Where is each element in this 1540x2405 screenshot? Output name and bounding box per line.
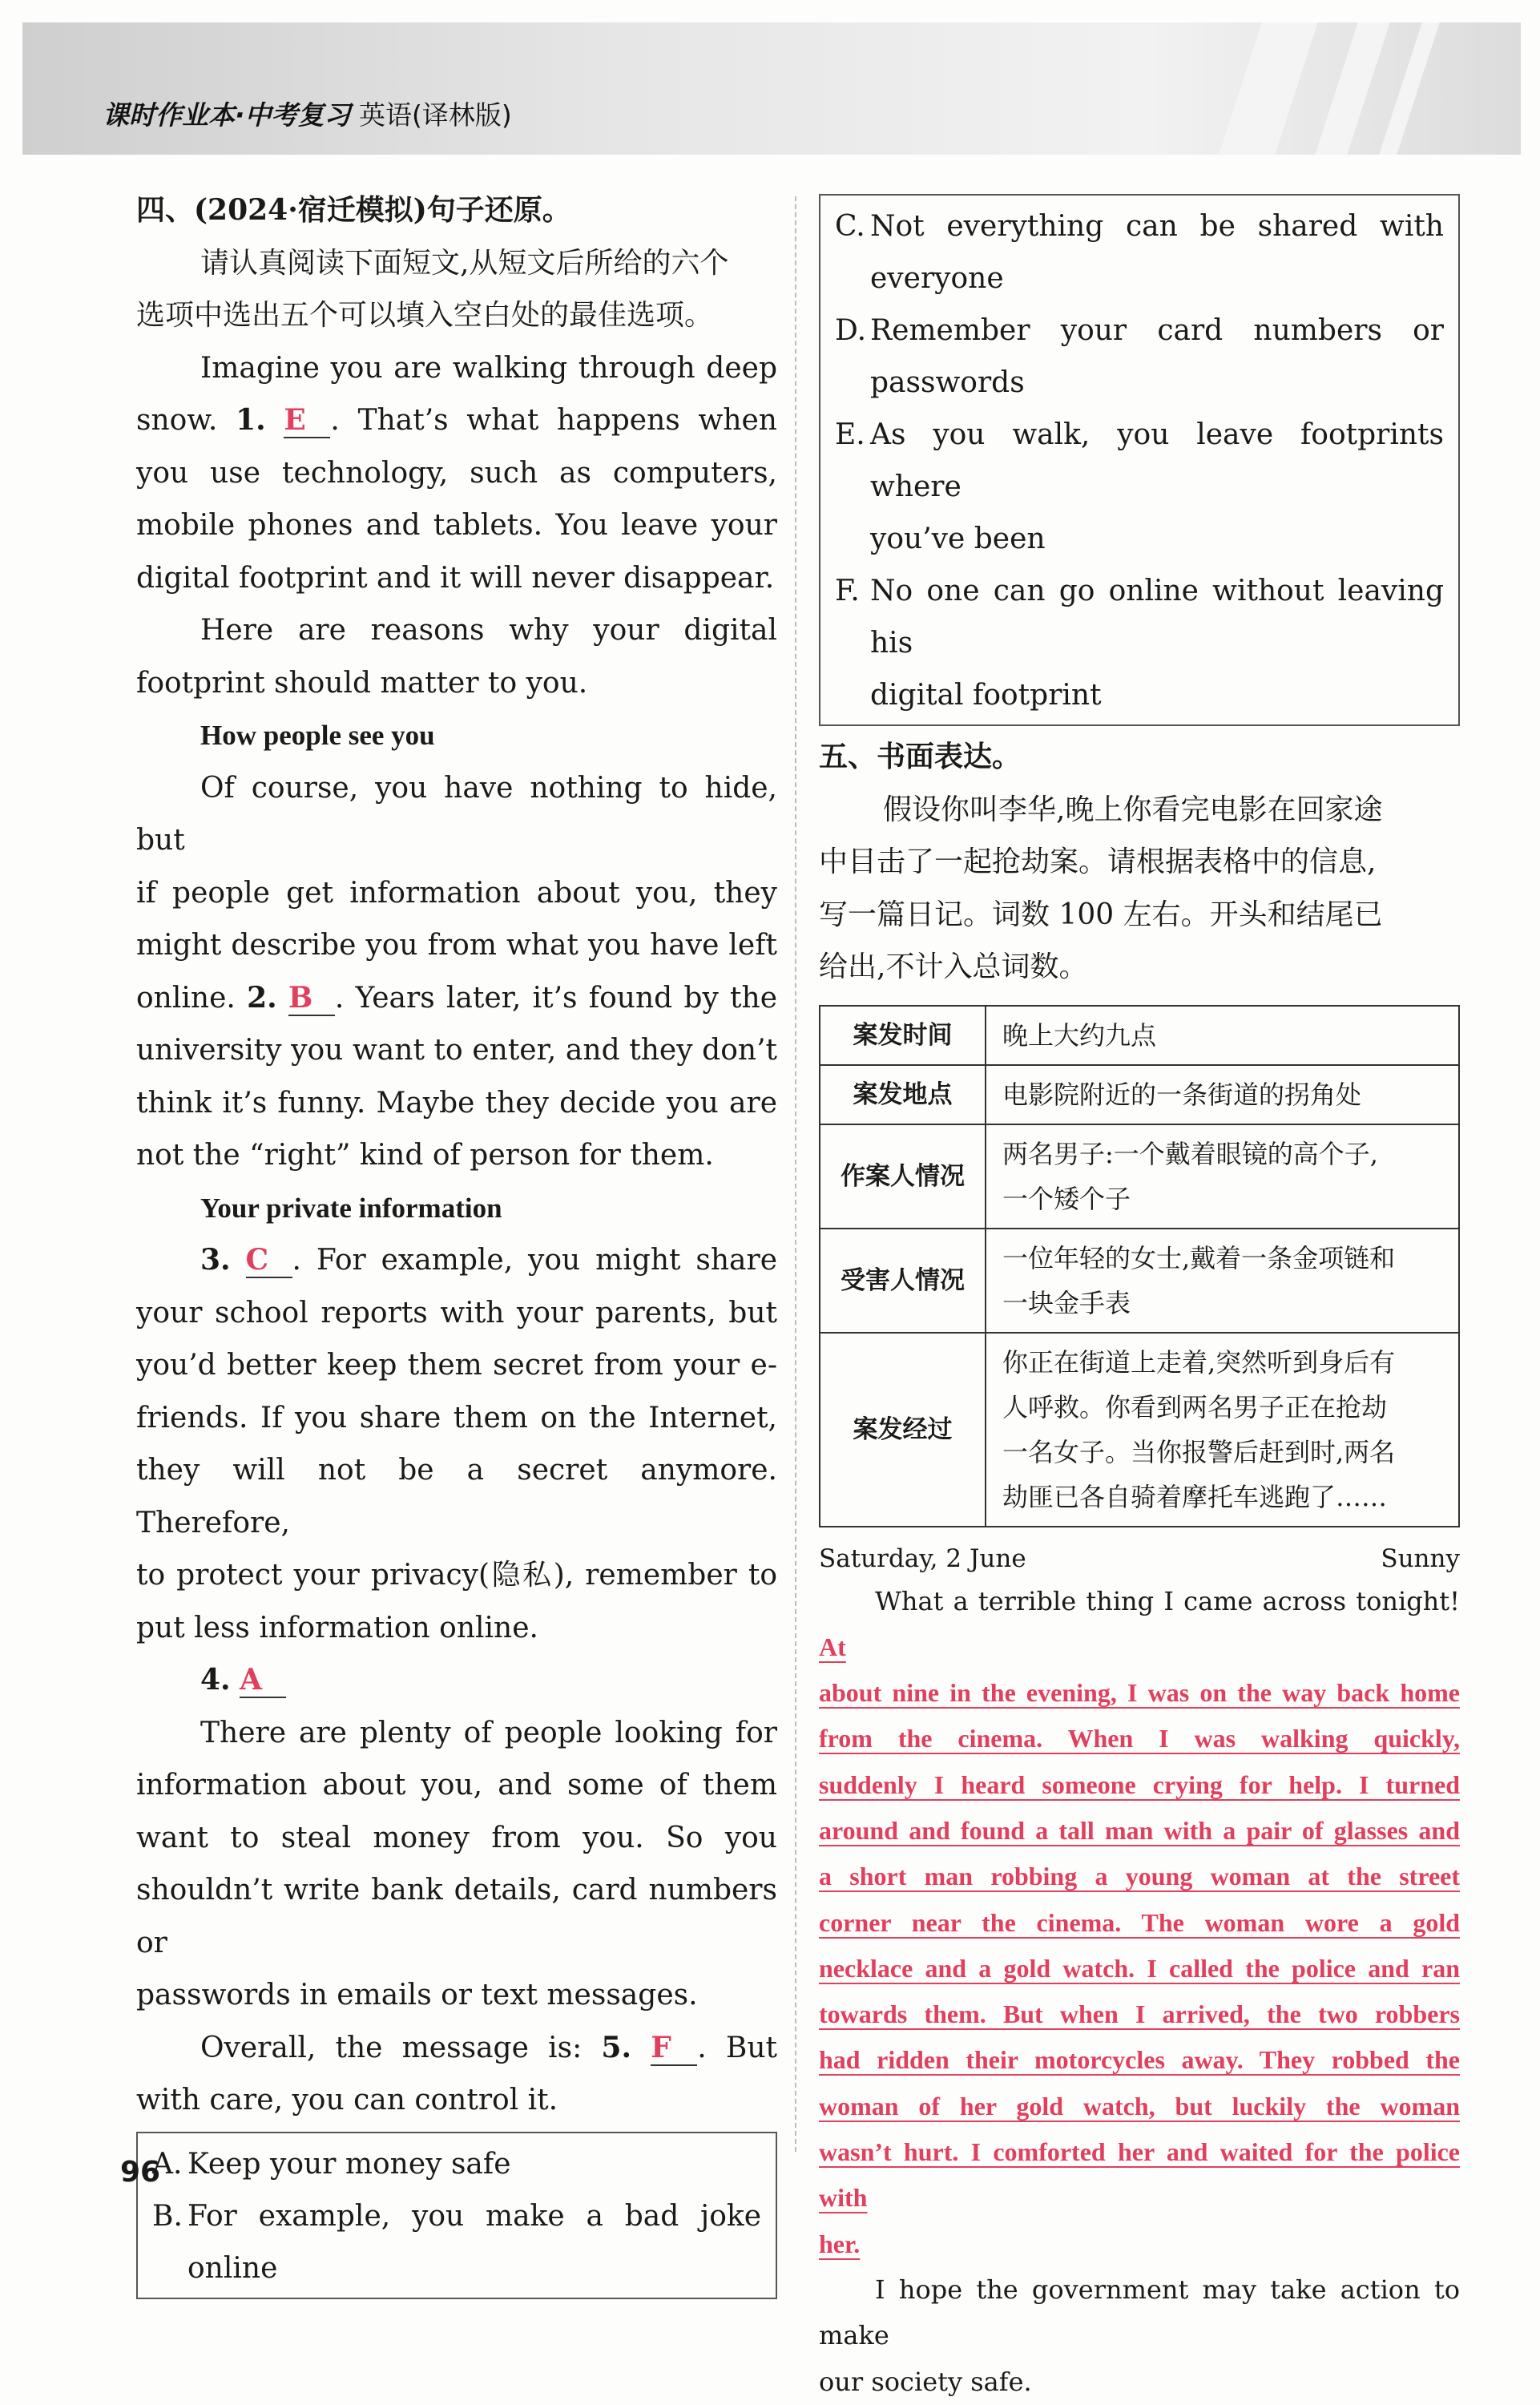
- table-key: 案发经过: [820, 1333, 986, 1527]
- diary-answer-line: towards them. But when I arrived, the two robbers: [819, 1999, 1460, 2029]
- answer-blank-2: B: [288, 981, 335, 1016]
- subheading-private-information: Your private information: [200, 1192, 502, 1224]
- right-column: [819, 184, 1460, 2405]
- diary-opening: What a terrible thing I came across tonight! At: [819, 1585, 1460, 1661]
- book-title: 课时作业本·中考复习 英语(译林版): [103, 99, 512, 131]
- passage-line: 3. C . For example, you might share: [200, 1243, 778, 1277]
- option-f-cont: digital footprint: [870, 679, 1102, 712]
- passage-line: information about you, and some of them: [136, 1769, 777, 1802]
- diary-answer-line: necklace and a gold watch. I called the police and ran: [819, 1953, 1460, 1983]
- passage-line: Of course, you have nothing to hide, but: [136, 771, 777, 857]
- table-value: 电影院附近的一条街道的拐角处: [986, 1065, 1459, 1124]
- passage-line: snow. 1. E . That’s what happens when: [136, 403, 777, 437]
- passage-line: university you want to enter, and they don’t: [136, 1034, 777, 1067]
- option-c-cont: everyone: [870, 262, 1004, 295]
- case-info-table: [819, 1005, 1460, 1527]
- table-value: 你正在街道上走着,突然听到身后有 人呼救。你看到两名男子正在抢劫 一名女子。当你报警后赶到时,两名 劫匪已各自骑着摩托车逃跑了……: [986, 1333, 1459, 1527]
- passage-line: put less information online.: [136, 1611, 538, 1644]
- section-5-instructions: 中目击了一起抢劫案。请根据表格中的信息,: [819, 845, 1377, 878]
- diary-answer-line: wasn’t hurt. I comforted her and waited for the police with: [819, 2137, 1460, 2213]
- section-5-instructions: 假设你叫李华,晚上你看完电影在回家途: [883, 793, 1383, 826]
- passage-line: passwords in emails or text messages.: [136, 1979, 698, 2012]
- answer-blank-3: C: [246, 1243, 292, 1278]
- section-5-instructions: 给出,不计入总词数。: [819, 950, 1088, 983]
- passage-line: want to steal money from you. So you: [136, 1821, 777, 1854]
- passage-line: might describe you from what you have left: [136, 929, 777, 962]
- section-4-heading: 四、(2024·宿迁模拟)句子还原。: [136, 193, 571, 227]
- passage-line: Here are reasons why your digital: [200, 614, 777, 647]
- page-header: [22, 22, 1521, 155]
- table-key: 案发地点: [820, 1065, 986, 1124]
- passage-line: mobile phones and tablets. You leave your: [136, 509, 777, 542]
- passage-line: not the “right” kind of person for them.: [136, 1139, 714, 1172]
- options-box-cf: [819, 194, 1460, 726]
- passage-line: if people get information about you, they: [136, 876, 777, 910]
- section-5-instructions: 写一篇日记。词数 100 左右。开头和结尾已: [819, 898, 1383, 931]
- table-key: 作案人情况: [820, 1124, 986, 1229]
- header-stripe: [1219, 22, 1318, 155]
- diary-answer-line: around and found a tall man with a pair of glasses and: [819, 1815, 1460, 1845]
- table-key: 受害人情况: [820, 1229, 986, 1333]
- option-a: A. Keep your money safe: [152, 2147, 511, 2181]
- option-f: F. No one can go online without leaving his: [835, 575, 1444, 660]
- passage-line: shouldn’t write bank details, card numbers or: [136, 1874, 777, 1959]
- section-5-heading: 五、书面表达。: [819, 740, 1022, 773]
- option-c: C. Not everything can be shared with: [835, 210, 1444, 243]
- option-e: E. As you walk, you leave footprints where: [835, 418, 1444, 503]
- diary-closing: our society safe.: [819, 2366, 1032, 2397]
- table-row: [820, 1124, 1459, 1229]
- diary-date: Saturday, 2 June: [819, 1543, 1026, 1573]
- table-row: [820, 1006, 1459, 1065]
- passage-line: think it’s funny. Maybe they decide you are: [136, 1086, 777, 1120]
- passage-line: you use technology, such as computers,: [136, 456, 777, 490]
- passage-line: they will not be a secret anymore. Therefore,: [136, 1454, 777, 1539]
- diary-answer-line: a short man robbing a young woman at the street: [819, 1862, 1460, 1891]
- table-value: 晚上大约九点: [986, 1006, 1459, 1065]
- answer-blank-5: F: [651, 2031, 697, 2066]
- option-b-cont: online: [187, 2251, 278, 2285]
- passage-line: with care, you can control it.: [136, 2084, 558, 2116]
- passage-line: friends. If you share them on the Internet,: [136, 1401, 777, 1435]
- table-row: [820, 1229, 1459, 1333]
- diary-answer-line: from the cinema. When I was walking quickly,: [819, 1724, 1460, 1753]
- passage-line: digital footprint and it will never disappear.: [136, 561, 775, 595]
- diary-weather: Sunny: [1381, 1543, 1460, 1573]
- header-stripe: [1379, 22, 1440, 155]
- table-row: [820, 1065, 1459, 1124]
- diary-answer-line: corner near the cinema. The woman wore a gold: [819, 1907, 1460, 1937]
- diary-answer-line: woman of her gold watch, but luckily the woman: [819, 2091, 1460, 2121]
- passage-line: Imagine you are walking through deep: [200, 351, 777, 385]
- table-row: [820, 1333, 1459, 1527]
- answer-blank-1: E: [284, 403, 330, 438]
- passage-line: footprint should matter to you.: [136, 666, 588, 700]
- passage-line: 4. A: [136, 1654, 777, 1707]
- option-d-cont: passwords: [870, 366, 1025, 399]
- answer-blank-4: A: [240, 1663, 286, 1698]
- diary-answer-line: had ridden their motorcycles away. They robbed the: [819, 2045, 1460, 2075]
- diary-answer-line: her.: [819, 2229, 861, 2258]
- passage-line: your school reports with your parents, but: [136, 1296, 777, 1330]
- passage-line: There are plenty of people looking for: [200, 1716, 777, 1749]
- subheading-how-people-see-you: How people see you: [200, 720, 435, 751]
- table-value: 两名男子:一个戴着眼镜的高个子, 一个矮个子: [986, 1124, 1459, 1229]
- passage-line: online. 2. B . Years later, it’s found by the: [136, 980, 777, 1015]
- passage-line: Overall, the message is: 5. F . But: [200, 2030, 777, 2064]
- option-b: B. For example, you make a bad joke: [152, 2199, 761, 2233]
- left-column: [136, 184, 777, 2299]
- passage-line: you’d better keep them secret from your e-: [136, 1349, 777, 1382]
- table-value: 一位年轻的女士,戴着一条金项链和 一块金手表: [986, 1229, 1459, 1333]
- option-e-cont: you’ve been: [870, 523, 1046, 555]
- options-box-ab: [136, 2132, 777, 2299]
- diary-answer-line: suddenly I heard someone crying for help. I turned: [819, 1769, 1460, 1799]
- header-stripe: [1315, 22, 1390, 155]
- diary-answer-line: about nine in the evening, I was on the way back home: [819, 1678, 1460, 1708]
- column-divider: [795, 196, 796, 2152]
- section-4-instructions: 请认真阅读下面短文,从短文后所给的六个: [200, 246, 729, 280]
- table-key: 案发时间: [820, 1006, 986, 1065]
- page-number: 96: [120, 2156, 161, 2189]
- diary-closing: I hope the government may take action to make: [819, 2274, 1460, 2351]
- section-4-instructions: 选项中选出五个可以填入空白处的最佳选项。: [136, 299, 714, 332]
- passage-line: to protect your privacy(隐私), remember to: [136, 1559, 777, 1592]
- diary-header: [819, 1539, 1460, 1579]
- option-d: D. Remember your card numbers or: [835, 314, 1444, 347]
